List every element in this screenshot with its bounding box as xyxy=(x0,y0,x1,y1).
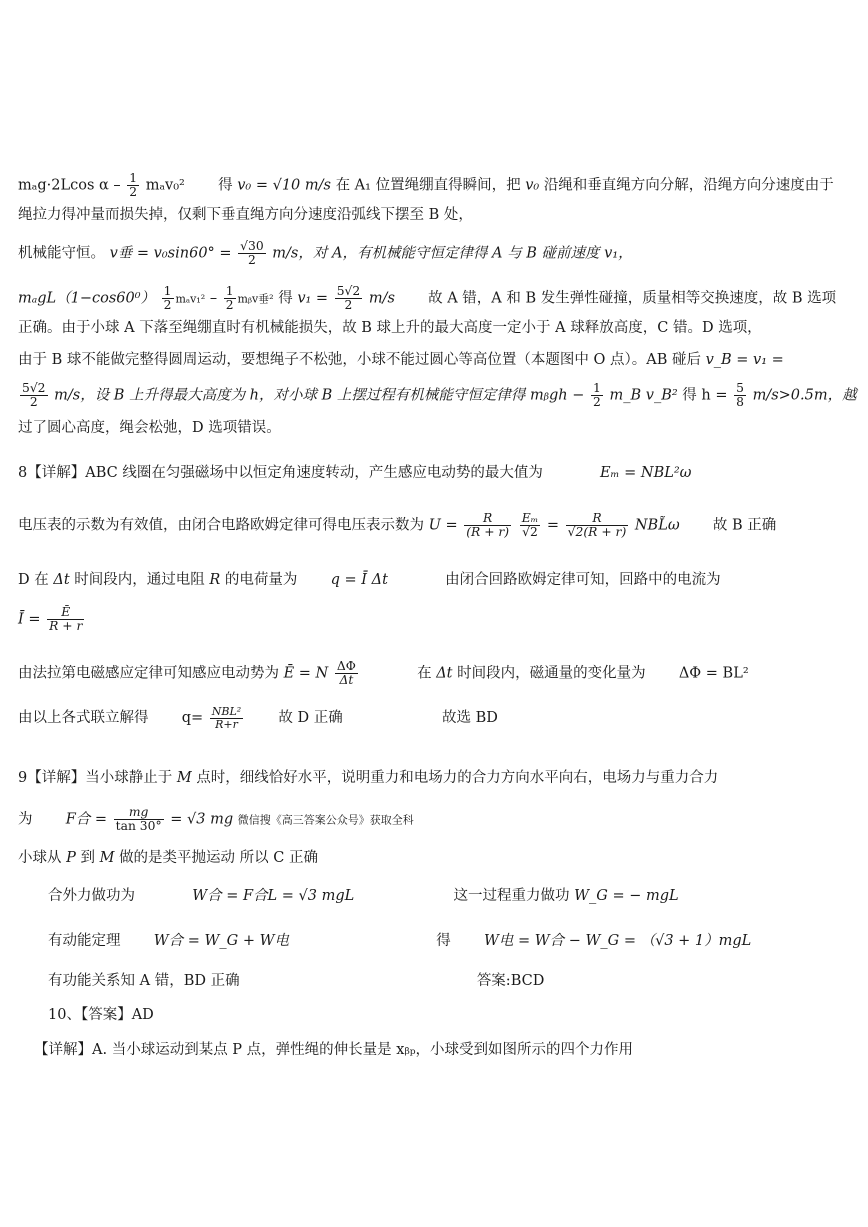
text: 在 xyxy=(417,665,432,682)
formula: v_B = v₁ = xyxy=(705,352,784,368)
fraction: $\frac{R}{√2(R + r)}$ xyxy=(567,511,627,539)
text-line-6 xyxy=(18,352,784,369)
text: 时间段内，通过电阻 xyxy=(74,572,205,588)
text-line-q8 xyxy=(18,465,692,482)
text: m/s，设 B 上升得最大高度为 h，对小球 B 上摆过程有机械能守恒定律得 mᵦgh xyxy=(54,387,568,404)
text: 到 xyxy=(80,850,95,866)
text: 沿绳和垂直绳方向分解，沿绳方向分速度由于 xyxy=(543,177,834,194)
text-line-2 xyxy=(18,207,473,224)
fraction: $\frac{5√2}{2}$ xyxy=(22,381,46,409)
text: 机械能守恒。 xyxy=(18,245,105,262)
formula: P xyxy=(66,850,76,866)
text: 由于 B 球不能做完整得圆周运动，要想绳子不松弛，小球不能过圆心等高位置（本题图中 O 点）。AB 碰后 xyxy=(18,352,701,368)
answer: 答案:BCD xyxy=(476,973,545,989)
text: 有动能定理 xyxy=(48,933,121,949)
formula: R xyxy=(209,572,221,588)
text: 有功能关系知 A 错，BD 正确 xyxy=(48,973,240,989)
formula: Eₘ = NBL²ω xyxy=(600,465,692,481)
text: 点时，细线恰好水平，说明重力和电场力的合力方向水平向右，电场力与重力合力 xyxy=(196,770,719,786)
text: 故 D 正确 xyxy=(278,710,343,727)
formula: W合 = W_G + W电 xyxy=(153,933,289,949)
formula: NBL̃ω xyxy=(634,517,680,534)
text-line-q9-force xyxy=(18,806,414,833)
fraction: $\frac{\text{NBL²}}{R+r}$ xyxy=(211,705,242,731)
text-line-4 xyxy=(18,285,836,312)
formula: Ē = N xyxy=(283,665,329,682)
text-line-1 xyxy=(18,172,834,199)
text: 故 A 错，A 和 B 发生弹性碰撞，质量相等交换速度，故 B 选项 xyxy=(428,290,837,307)
formula: Ī = xyxy=(18,611,41,628)
operator: = xyxy=(546,517,560,534)
fraction-sqrt30: $\frac{√30}{2}$ xyxy=(240,239,264,267)
formula: m/s>0.5m，越 xyxy=(752,387,857,404)
operator: – xyxy=(113,177,121,194)
text-line-8 xyxy=(18,420,281,437)
text: 由以上各式联立解得 xyxy=(18,710,149,727)
text: mₐv₀² xyxy=(145,177,185,194)
formula: v₁ = xyxy=(297,290,329,307)
text-line-3 xyxy=(18,240,633,267)
operator: − xyxy=(572,387,585,404)
formula: q = Ī Δt xyxy=(330,572,388,588)
text: 为 xyxy=(18,811,33,828)
text-line-5 xyxy=(18,320,762,337)
text: 得 h xyxy=(682,387,711,404)
fraction: $\frac{1}{2}$ xyxy=(593,381,601,409)
fraction: $\frac{R}{(R + r)}$ xyxy=(466,511,510,539)
operator: – xyxy=(209,290,218,307)
fraction: $\frac{mg}{\tan 30^\circ}$ xyxy=(115,805,162,833)
fraction: $\frac{\text{Eₘ}}{√2}$ xyxy=(521,511,539,539)
fraction: $\frac{1}{2}$ xyxy=(225,284,234,312)
text-line-7 xyxy=(18,382,857,409)
text: 时间段内，磁通量的变化量为 xyxy=(457,665,646,682)
formula: m/s xyxy=(368,290,395,307)
text: 电压表的示数为有效值，由闭合电路欧姆定律可得电压表示数为 xyxy=(18,517,424,534)
text: 在 A₁ 位置绳绷直得瞬间，把 xyxy=(335,177,521,194)
text-line-q10-detail xyxy=(34,1042,633,1059)
text: 的电荷量为 xyxy=(224,572,298,588)
answer: 故选 BD xyxy=(441,710,498,727)
formula: W_G = − mgL xyxy=(574,888,679,904)
text: 得 xyxy=(218,177,233,194)
fraction-half: $\frac{1}{2}$ xyxy=(129,171,138,199)
formula: W电 = W合 − W_G = （√3 + 1）mgL xyxy=(483,933,752,949)
fraction: $\frac{\Delta\Phi}{\Delta t}$ xyxy=(336,659,356,687)
text-line-q8-voltage xyxy=(18,512,776,539)
text: 正确。由于小球 A 下落至绳绷直时有机械能损失，故 B 球上升的最大高度一定小于 A 球释放高度，C 错。D 选项， xyxy=(18,320,762,336)
formula: mₐgL（1−cos60⁰） xyxy=(18,290,156,307)
text: 过了圆心高度，绳会松弛，D 选项错误。 xyxy=(18,420,281,436)
text-line-current xyxy=(18,606,86,633)
text: D 在 xyxy=(18,572,49,588)
formula: = √3 mg xyxy=(170,811,234,828)
text-line-solve xyxy=(18,706,498,730)
text: 由闭合回路欧姆定律可知，回路中的电流为 xyxy=(445,572,721,588)
text: 绳拉力得冲量而损失掉，仅剩下垂直绳方向分速度沿弧线下摆至 B 处， xyxy=(18,207,473,223)
formula: v₀ xyxy=(525,177,540,194)
formula: U = xyxy=(428,517,458,534)
formula: F合 = xyxy=(65,811,108,828)
text-line-q8-d xyxy=(18,572,721,589)
formula: q= xyxy=(181,710,204,727)
text: 9【详解】当小球静止于 xyxy=(18,770,173,786)
text: 这一过程重力做功 xyxy=(453,888,570,904)
text: 做的是类平抛运动 所以 C 正确 xyxy=(119,850,318,866)
text: 8【详解】ABC 线圈在匀强磁场中以恒定角速度转动，产生感应电动势的最大值为 xyxy=(18,465,543,481)
text: mₐg·2Lcos α xyxy=(18,177,109,194)
text-line-q9-motion xyxy=(18,850,318,867)
text: 由法拉第电磁感应定律可知感应电动势为 xyxy=(18,665,279,682)
text-line-work xyxy=(48,888,679,905)
fraction: $\frac{5√2}{2}$ xyxy=(336,284,361,312)
operator: = xyxy=(715,387,728,404)
formula: Δt xyxy=(436,665,453,682)
formula: W合 = F合L = √3 mgL xyxy=(192,888,355,904)
text-line-faraday xyxy=(18,660,749,687)
watermark-text: 微信搜《高三答案公众号》获取全科 xyxy=(237,813,414,827)
formula: mᵦv垂² xyxy=(237,292,274,306)
formula-v0: v₀ = √10 m/s xyxy=(237,177,331,194)
text: 得 xyxy=(278,290,293,307)
text-line-conclusion xyxy=(48,973,544,990)
text: 得 xyxy=(436,933,451,949)
formula: v垂 = v₀sin60° = xyxy=(109,245,232,262)
formula: Δt xyxy=(53,572,70,588)
text-line-q10 xyxy=(48,1007,154,1024)
text: m/s，对 A，有机械能守恒定律得 A 与 B 碰前速度 xyxy=(272,245,600,262)
formula: M xyxy=(176,770,192,786)
text: 10、【答案】AD xyxy=(48,1007,154,1023)
text-line-kinetic xyxy=(48,933,751,950)
formula: mₐv₁² xyxy=(175,292,206,306)
formula: ΔΦ = BL² xyxy=(678,665,749,682)
text: 【详解】A. 当小球运动到某点 P 点，弹性绳的伸长量是 xᵦₚ，小球受到如图所示的四个力作用 xyxy=(34,1042,634,1058)
fraction: $\frac{Ē}{R + r}$ xyxy=(49,605,83,633)
text-line-q9 xyxy=(18,770,718,787)
formula: M xyxy=(99,850,115,866)
formula: m_B v_B² xyxy=(609,387,678,404)
formula: v₁， xyxy=(604,245,633,262)
text: 小球从 xyxy=(18,850,62,866)
fraction: $\frac{5}{8}$ xyxy=(736,381,744,409)
fraction: $\frac{1}{2}$ xyxy=(163,284,172,312)
text: 故 B 正确 xyxy=(712,517,777,534)
text: 合外力做功为 xyxy=(48,888,135,904)
